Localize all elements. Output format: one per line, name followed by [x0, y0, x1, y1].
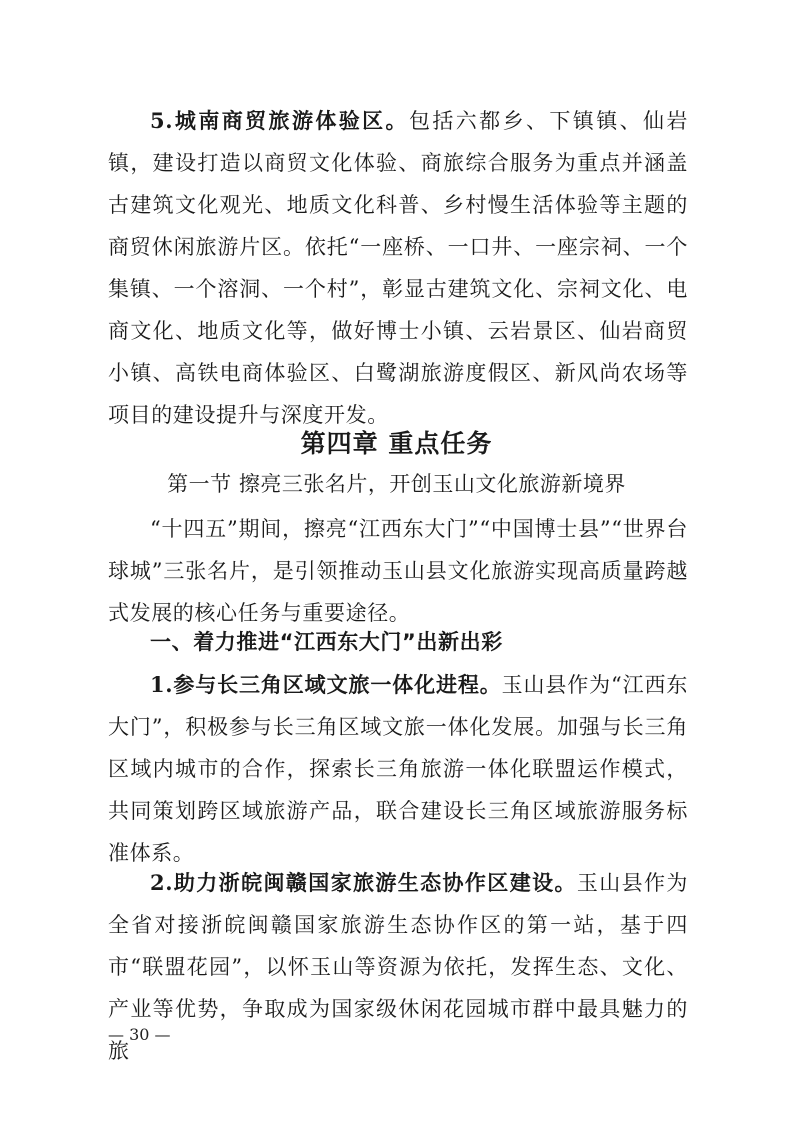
- paragraph-body: 包括六都乡、下镇镇、仙岩镇，建设打造以商贸文化体验、商旅综合服务为重点并涵盖古建筑文化观光、地质文化科普、乡村慢生活体验等主题的商贸休闲旅游片区。依托“一座桥、一口井、一座宗祠、一个集镇、一个溶洞、一个村”，彰显古建筑文化、宗祠文化、电商文化、地质文化等，做好博士小镇、云岩景区、仙岩商贸小镇、高铁电商体验区、白鹭湖旅游度假区、新风尚农场等项目的建设提升与深度开发。: [108, 109, 689, 427]
- paragraph-lead: 1.参与长三角区域文旅一体化进程。: [150, 672, 502, 697]
- paragraph-yangtze-delta: [108, 664, 688, 874]
- page-number: — 30 —: [108, 1025, 171, 1044]
- chapter-title: 第四章 重点任务: [300, 429, 493, 458]
- subsection-heading: 一、着力推进“江西东大门”出新出彩: [150, 630, 503, 654]
- section-title: 第一节 擦亮三张名片，开创玉山文化旅游新境界: [167, 472, 626, 496]
- paragraph-three-cards: [108, 508, 688, 634]
- paragraph-lead: 5.城南商贸旅游体验区。: [150, 108, 409, 133]
- paragraph-commerce-zone: [108, 100, 688, 436]
- paragraph-body: “十四五”期间，擦亮“江西东大门”“中国博士县”“世界台球城”三张名片，是引领推动玉山县文化旅游实现高质量跨越式发展的核心任务与重要途径。: [108, 517, 688, 625]
- paragraph-eco-cooperation: [108, 862, 688, 1072]
- paragraph-lead: 2.助力浙皖闽赣国家旅游生态协作区建设。: [150, 870, 577, 895]
- paragraph-body: 玉山县作为“江西东大门”，积极参与长三角区域文旅一体化发展。加强与长三角区域内城市的合作，探索长三角旅游一体化联盟运作模式，共同策划跨区域旅游产品，联合建设长三角区域旅游服务标准体系。: [108, 673, 689, 865]
- paragraph-body: 玉山县作为全省对接浙皖闽赣国家旅游生态协作区的第一站，基于四市“联盟花园”，以怀玉山等资源为依托，发挥生态、文化、产业等优势，争取成为国家级休闲花园城市群中最具魅力的旅: [108, 871, 689, 1063]
